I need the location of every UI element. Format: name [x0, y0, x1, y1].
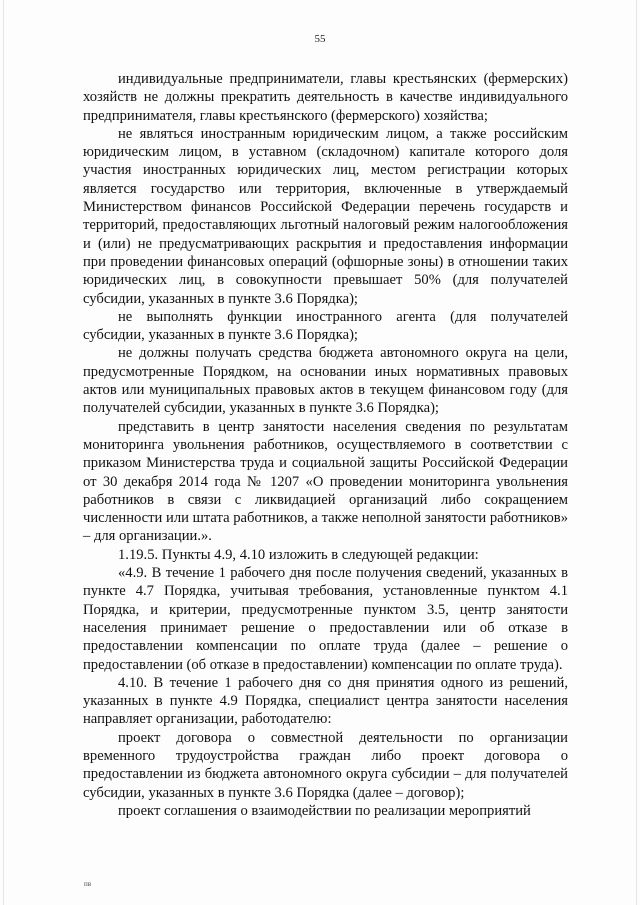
footer-mark: пв [84, 880, 92, 888]
paragraph: не являться иностранным юридическим лицом, а также российским юридическим лицом, в уставном (складочном) капитале которого доля участия иностранных юридических лиц, местом регистрации которых является государство или территория, включенные в утверждаемый Министерством финансов Российской Федерации перечень государств и территорий, предоставляющих льготный налоговый режим налогообложения и (или) не предусматривающих раскрытия и предоставления информации при проведении финансовых операций (офшорные зоны) в отношении таких юридических лиц, в совокупности превышает 50% (для получателей субсидии, указанных в пункте 3.6 Порядка); [83, 125, 568, 307]
paragraph: проект договора о совместной деятельности по организации временного трудоустройства граждан либо проект договора о предоставлении из бюджета автономного округа субсидии – для получателей субсидии, указанных в пункте 3.6 Порядка (далее – договор); [83, 729, 568, 801]
document-body [83, 70, 568, 820]
paragraph: 1.19.5. Пункты 4.9, 4.10 изложить в следующей редакции: [118, 546, 479, 563]
paragraph: не выполнять функции иностранного агента (для получателей субсидии, указанных в пункте 3.6 Порядка); [83, 308, 568, 344]
paragraph: проект соглашения о взаимодействии по реализации мероприятий [118, 802, 531, 819]
paragraph: не должны получать средства бюджета автономного округа на цели, предусмотренные Порядком, на основании иных нормативных правовых актов или муниципальных правовых актов в текущем финансовом году (для получателей субсидии, указанных в пункте 3.6 Порядка); [83, 345, 568, 417]
scan-edge-right [636, 0, 637, 905]
paragraph: 4.10. В течение 1 рабочего дня со дня принятия одного из решений, указанных в пункте 4.9 Порядка, специалист центра занятости населения направляет организации, работодателю: [83, 674, 568, 728]
scan-edge-left [3, 0, 4, 905]
paragraph: индивидуальные предприниматели, главы крестьянских (фермерских) хозяйств не должны прекратить деятельность в качестве индивидуального предпринимателя, главы крестьянского (фермерского) хозяйства; [83, 71, 568, 124]
paragraph: «4.9. В течение 1 рабочего дня после получения сведений, указанных в пункте 4.7 Порядка, учитывая требования, установленные пунктом 4.1 Порядка, и критерии, предусмотренные пунктом 3.5, центр занятости населения принимает решение о предоставлении или об отказе в предоставлении компенсации по оплате труда (далее – решение о предоставлении (об отказе в предоставлении) компенсации по оплате труда). [83, 565, 568, 673]
paragraph: представить в центр занятости населения сведения по результатам мониторинга увольнения работников, осуществляемого в соответствии с приказом Министерства труда и социальной защиты Российской Федерации от 30 декабря 2014 года № 1207 «О проведении мониторинга увольнения работников в связи с ликвидацией организаций либо сокращением численности или штата работников, а также неполной занятости работников» – для организации.». [83, 418, 568, 545]
page-number: 55 [314, 33, 326, 45]
